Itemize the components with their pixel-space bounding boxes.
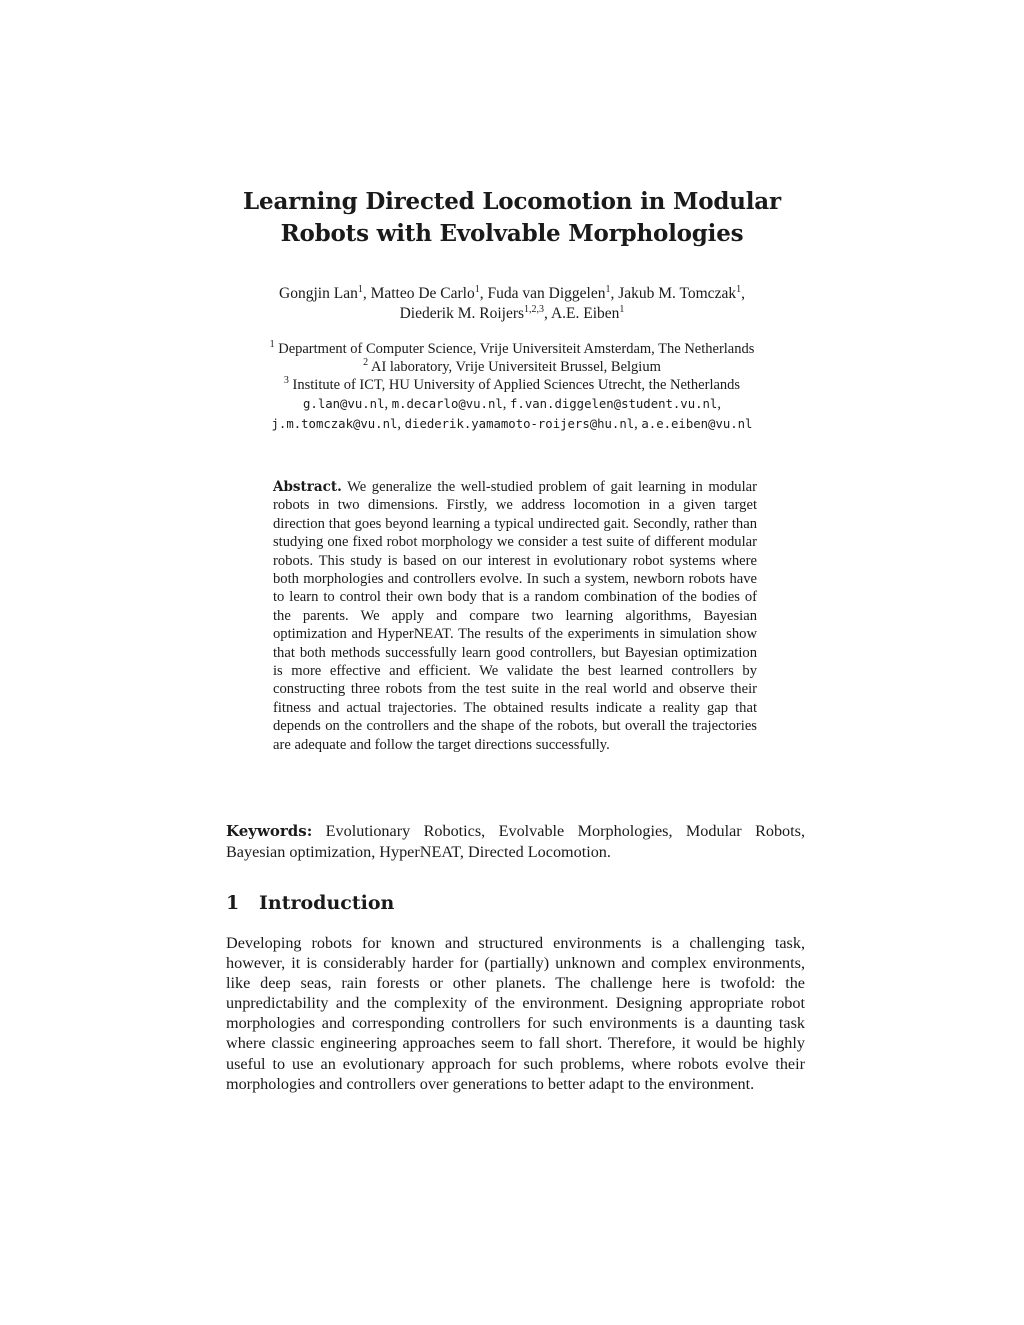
keywords (226, 821, 805, 863)
affiliation (200, 340, 824, 358)
author-line-1: Gongjin Lan$^1$, Matteo De Carlo$^1$, Fuda van Diggelen$^1$, Jakub M. Tomczak$^1$, (279, 284, 745, 302)
author (618, 285, 741, 302)
author-name: Diederik M. Roijers (399, 305, 525, 322)
author-affil-mark: 1 (619, 304, 625, 315)
paper-title (212, 186, 812, 250)
email-line-1: g.lan@vu.nl, m.decarlo@vu.nl, f.van.diggelen@student.vu.nl, (303, 396, 721, 412)
introduction-text: Developing robots for known and structured environments is a challenging task, however, it is considerably harder for (partially) unknown and complex environments, like deep seas, rain forests or other planets. The challenge here is twofold: the unpredictability and the complexity of the environment. Designing appropriate robot morphologies and corresponding controllers for such environments is a daunting task where classic engineering approaches seem to fall short. Therefore, it would be highly useful to use an evolutionary approach for such problems, where robots evolve their morphologies and controllers over generations to better adapt to the environment. (226, 934, 805, 1093)
author-affil-mark: 1,2,3 (524, 304, 545, 315)
affiliation-text: AI laboratory, Vrije Universiteit Brussel, Belgium (370, 359, 661, 375)
author-affil-mark: 1 (736, 284, 742, 295)
email-link[interactable]: a.e.eiben@vu.nl (641, 416, 753, 431)
author (551, 305, 624, 322)
affiliation (200, 376, 824, 394)
abstract-label: Abstract. (273, 479, 342, 495)
author-line-2: Diederik M. Roijers$^{1,2,3}$, A.E. Eiben$^1$ (399, 304, 625, 322)
section-title: Introduction (259, 892, 395, 914)
email-link[interactable]: j.m.tomczak@vu.nl (271, 416, 398, 431)
author (279, 285, 363, 302)
affiliation-text: Institute of ICT, HU University of Applied Sciences Utrecht, the Netherlands (292, 377, 741, 393)
affiliation (200, 358, 824, 376)
abstract-text: We generalize the well-studied problem of gait learning in modular robots in two dimensions. Firstly, we address locomotion in a given target direction that goes beyond learning a typical undirected gait. Secondly, rather than studying one fixed robot morphology we consider a test suite of different modular robots. This study is based on our interest in evolutionary robot systems where both morphologies and controllers evolve. In such a system, newborn robots have to learn to control their own body that is a random combination of the bodies of the parents. We apply and compare two learning algorithms, Bayesian optimization and HyperNEAT. The results of the experiments in simulation show that both methods successfully learn good controllers, but Bayesian optimization is more effective and efficient. We validate the best learned controllers by constructing three robots from the test suite in the real world and observe their fitness and actual trajectories. The obtained results indicate a reality gap that depends on the controllers and the shape of the robots, but overall the trajectories are adequate and follow the target directions successfully. (273, 479, 757, 753)
section-heading-introduction (226, 890, 394, 916)
author-affil-mark: 1 (357, 284, 363, 295)
author (371, 285, 480, 302)
section-number: 1 (226, 892, 240, 914)
email-line-2: j.m.tomczak@vu.nl, diederik.yamamoto-roijers@hu.nl, a.e.eiben@vu.nl (271, 415, 753, 432)
author-list (200, 284, 824, 324)
affiliation-mark: 3 (283, 375, 289, 386)
email-list (200, 395, 824, 434)
affiliation-mark: 2 (363, 357, 369, 368)
abstract (273, 478, 757, 754)
author-name: A.E. Eiben (550, 305, 620, 322)
keywords-label: Keywords: (226, 822, 313, 840)
affiliation-text: Department of Computer Science, Vrije Universiteit Amsterdam, The Netherlands (278, 341, 755, 357)
introduction-paragraph (226, 933, 805, 1094)
email-link[interactable]: f.van.diggelen@student.vu.nl (510, 397, 718, 411)
affiliation-list (200, 340, 824, 394)
author-name: Gongjin Lan (279, 285, 358, 302)
author (488, 285, 611, 302)
email-link[interactable]: g.lan@vu.nl (303, 397, 385, 411)
author-name: Matteo De Carlo (370, 285, 475, 302)
title-line-2: Robots with Evolvable Morphologies (280, 220, 744, 247)
author-affil-mark: 1 (474, 284, 480, 295)
email-link[interactable]: m.decarlo@vu.nl (391, 397, 503, 411)
author (400, 305, 544, 322)
email-link[interactable]: diederik.yamamoto-roijers@hu.nl (404, 416, 635, 431)
keywords-text: Evolutionary Robotics, Evolvable Morphologies, Modular Robots, Bayesian optimization, HyperNEAT, Directed Locomotion. (226, 822, 805, 861)
author-name: Jakub M. Tomczak (618, 285, 737, 302)
author-name: Fuda van Diggelen (487, 285, 606, 302)
title-line-1: Learning Directed Locomotion in Modular (243, 188, 781, 215)
author-affil-mark: 1 (605, 284, 611, 295)
affiliation-mark: 1 (269, 339, 275, 350)
